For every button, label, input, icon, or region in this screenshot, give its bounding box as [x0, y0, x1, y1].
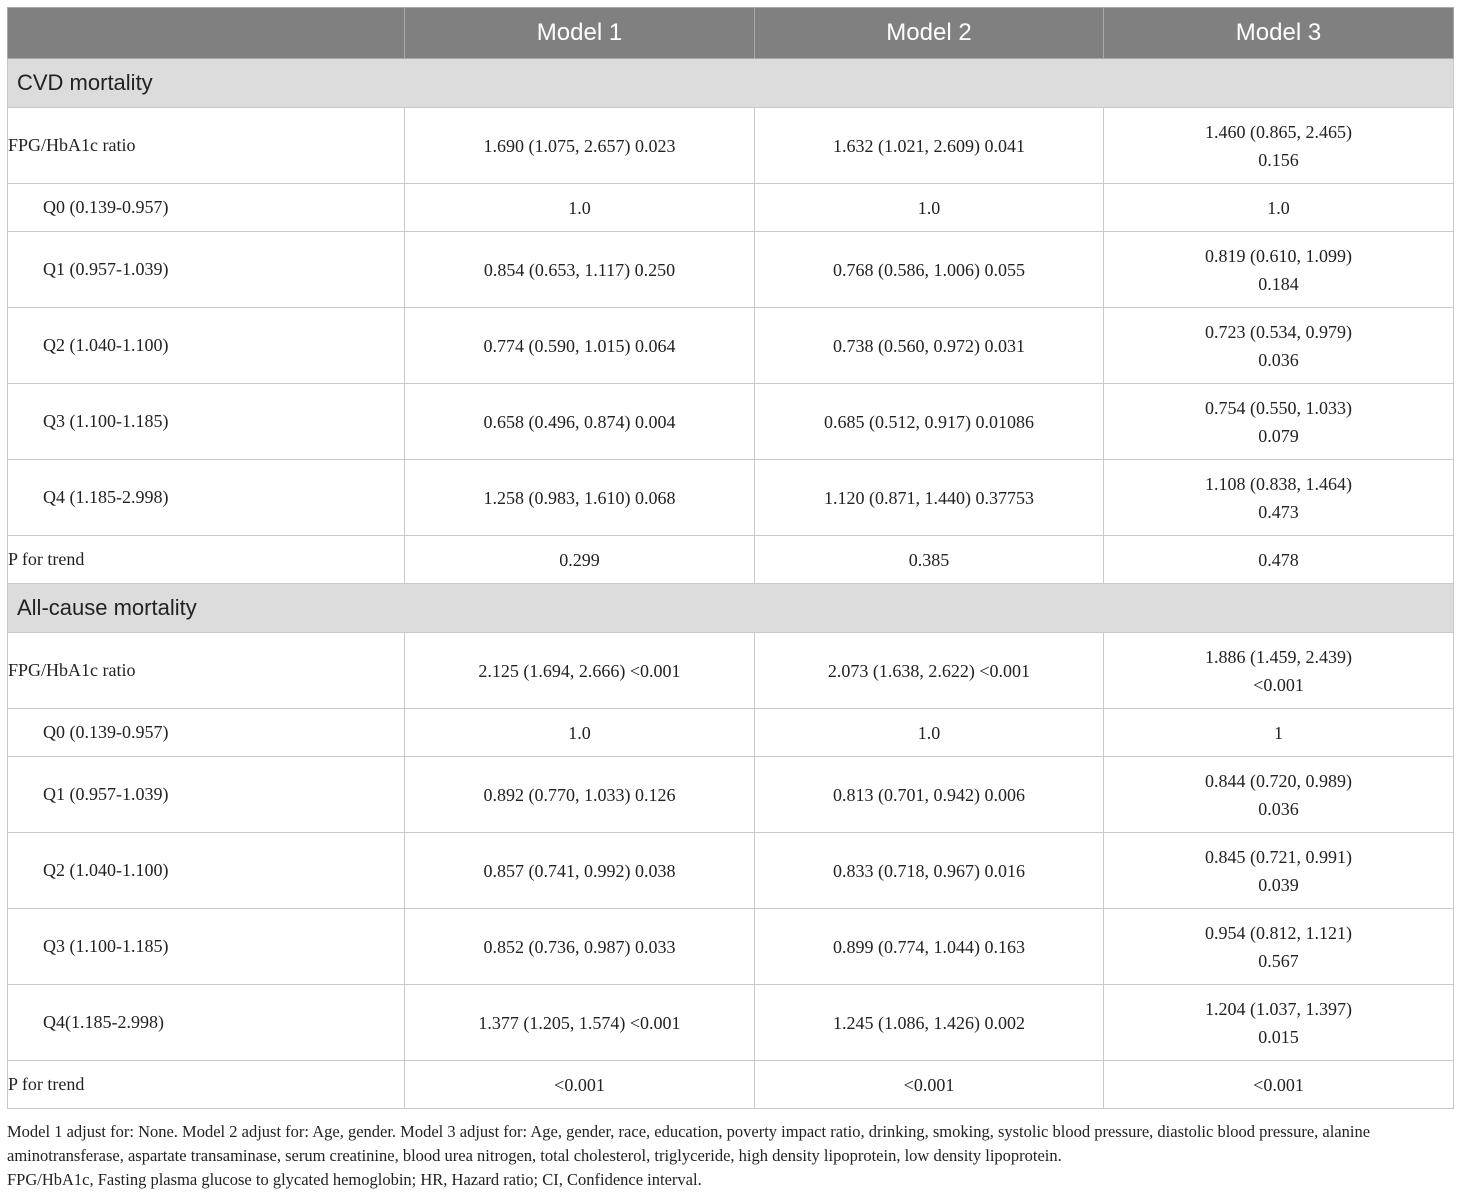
table-row: [8, 833, 1454, 909]
model-2-value: 1.245 (1.086, 1.426) 0.002: [755, 985, 1104, 1061]
table-row: [8, 108, 1454, 184]
model-1-value: 1.377 (1.205, 1.574) <0.001: [405, 985, 755, 1061]
model-2-value: 0.685 (0.512, 0.917) 0.01086: [755, 384, 1104, 460]
model-3-value-p: 0.184: [1258, 273, 1299, 294]
header-model-1: Model 1: [405, 8, 755, 59]
table-footnote: [7, 1120, 1455, 1192]
model-3-value-ci: 0.819 (0.610, 1.099): [1205, 245, 1352, 266]
model-3-value: [1104, 108, 1454, 184]
model-1-value: 0.857 (0.741, 0.992) 0.038: [405, 833, 755, 909]
table-row: [8, 757, 1454, 833]
model-3-value: [1104, 757, 1454, 833]
model-2-value: 0.768 (0.586, 1.006) 0.055: [755, 232, 1104, 308]
model-3-value-p: 0.015: [1258, 1026, 1299, 1047]
table-row: [8, 709, 1454, 757]
model-1-value: 1.0: [405, 709, 755, 757]
model-3-value-p: 0.039: [1258, 874, 1299, 895]
row-label: Q3 (1.100-1.185): [8, 384, 405, 460]
table-row: [8, 308, 1454, 384]
section-row-all-cause: [8, 584, 1454, 633]
model-1-value: 1.258 (0.983, 1.610) 0.068: [405, 460, 755, 536]
model-1-value: <0.001: [405, 1061, 755, 1109]
model-3-value-p: 0.473: [1258, 501, 1299, 522]
model-1-value: 2.125 (1.694, 2.666) <0.001: [405, 633, 755, 709]
model-3-value: <0.001: [1104, 1061, 1454, 1109]
model-3-value-p: 0.079: [1258, 425, 1299, 446]
table-row: [8, 184, 1454, 232]
table-row: [8, 985, 1454, 1061]
model-3-value: [1104, 460, 1454, 536]
model-1-value: 1.690 (1.075, 2.657) 0.023: [405, 108, 755, 184]
model-3-value: [1104, 833, 1454, 909]
header-model-2: Model 2: [755, 8, 1104, 59]
model-2-value: 1.0: [755, 709, 1104, 757]
table-row: [8, 1061, 1454, 1109]
header-model-3: Model 3: [1104, 8, 1454, 59]
model-1-value: 0.774 (0.590, 1.015) 0.064: [405, 308, 755, 384]
row-label: Q4 (1.185-2.998): [8, 460, 405, 536]
row-label: P for trend: [8, 536, 405, 584]
model-2-value: 0.899 (0.774, 1.044) 0.163: [755, 909, 1104, 985]
model-3-value-p: 0.036: [1258, 349, 1299, 370]
table-header-row: [8, 8, 1454, 59]
model-2-value: 2.073 (1.638, 2.622) <0.001: [755, 633, 1104, 709]
section-row-cvd: [8, 59, 1454, 108]
model-3-value: [1104, 232, 1454, 308]
row-label: Q4(1.185-2.998): [8, 985, 405, 1061]
table-row: [8, 232, 1454, 308]
model-3-value-p: 0.036: [1258, 798, 1299, 819]
model-3-value: [1104, 909, 1454, 985]
model-2-value: <0.001: [755, 1061, 1104, 1109]
model-2-value: 1.120 (0.871, 1.440) 0.37753: [755, 460, 1104, 536]
model-3-value-ci: 0.845 (0.721, 0.991): [1205, 846, 1352, 867]
model-2-value: 1.632 (1.021, 2.609) 0.041: [755, 108, 1104, 184]
model-3-value-ci: 1.108 (0.838, 1.464): [1205, 473, 1352, 494]
results-table: [7, 7, 1454, 1109]
model-3-value: 1: [1104, 709, 1454, 757]
row-label: Q1 (0.957-1.039): [8, 232, 405, 308]
model-3-value-ci: 1.886 (1.459, 2.439): [1205, 646, 1352, 667]
model-3-value-ci: 1.204 (1.037, 1.397): [1205, 998, 1352, 1019]
model-1-value: 0.892 (0.770, 1.033) 0.126: [405, 757, 755, 833]
model-3-value-ci: 0.954 (0.812, 1.121): [1205, 922, 1352, 943]
model-3-value-p: 0.156: [1258, 149, 1299, 170]
footnote-abbreviations: FPG/HbA1c, Fasting plasma glucose to glycated hemoglobin; HR, Hazard ratio; CI, Confidence interval.: [7, 1170, 702, 1189]
row-label: FPG/HbA1c ratio: [8, 108, 405, 184]
model-3-value-ci: 0.844 (0.720, 0.989): [1205, 770, 1352, 791]
row-label: Q1 (0.957-1.039): [8, 757, 405, 833]
model-1-value: 0.854 (0.653, 1.117) 0.250: [405, 232, 755, 308]
table-row: [8, 536, 1454, 584]
model-3-value-ci: 0.754 (0.550, 1.033): [1205, 397, 1352, 418]
model-2-value: 0.385: [755, 536, 1104, 584]
model-1-value: 0.852 (0.736, 0.987) 0.033: [405, 909, 755, 985]
row-label: FPG/HbA1c ratio: [8, 633, 405, 709]
row-label: Q3 (1.100-1.185): [8, 909, 405, 985]
model-3-value: [1104, 985, 1454, 1061]
model-1-value: 1.0: [405, 184, 755, 232]
model-3-value: [1104, 384, 1454, 460]
model-2-value: 1.0: [755, 184, 1104, 232]
section-title-cvd: CVD mortality: [8, 59, 1454, 108]
footnote-adjustments: Model 1 adjust for: None. Model 2 adjust for: Age, gender. Model 3 adjust for: Age, gender, race, education, poverty impact ratio, drinking, smoking, systolic blood pressure, diastolic blood pressure, alanine aminotransferase, aspartate transaminase, serum creatinine, blood urea nitrogen, total cholesterol, triglyceride, high density lipoprotein, low density lipoprotein.: [7, 1122, 1371, 1165]
model-3-value: 0.478: [1104, 536, 1454, 584]
model-1-value: 0.299: [405, 536, 755, 584]
row-label: Q0 (0.139-0.957): [8, 184, 405, 232]
row-label: Q2 (1.040-1.100): [8, 308, 405, 384]
row-label: Q2 (1.040-1.100): [8, 833, 405, 909]
header-empty-cell: [8, 8, 405, 59]
table-row: [8, 460, 1454, 536]
model-3-value-ci: 0.723 (0.534, 0.979): [1205, 321, 1352, 342]
model-3-value: [1104, 633, 1454, 709]
model-2-value: 0.833 (0.718, 0.967) 0.016: [755, 833, 1104, 909]
model-3-value-ci: 1.460 (0.865, 2.465): [1205, 121, 1352, 142]
model-2-value: 0.738 (0.560, 0.972) 0.031: [755, 308, 1104, 384]
row-label: P for trend: [8, 1061, 405, 1109]
model-3-value: 1.0: [1104, 184, 1454, 232]
table-row: [8, 384, 1454, 460]
model-3-value: [1104, 308, 1454, 384]
table-row: [8, 909, 1454, 985]
model-3-value-p: <0.001: [1253, 674, 1304, 695]
model-2-value: 0.813 (0.701, 0.942) 0.006: [755, 757, 1104, 833]
table-row: [8, 633, 1454, 709]
row-label: Q0 (0.139-0.957): [8, 709, 405, 757]
model-3-value-p: 0.567: [1258, 950, 1299, 971]
section-title-all-cause: All-cause mortality: [8, 584, 1454, 633]
model-1-value: 0.658 (0.496, 0.874) 0.004: [405, 384, 755, 460]
